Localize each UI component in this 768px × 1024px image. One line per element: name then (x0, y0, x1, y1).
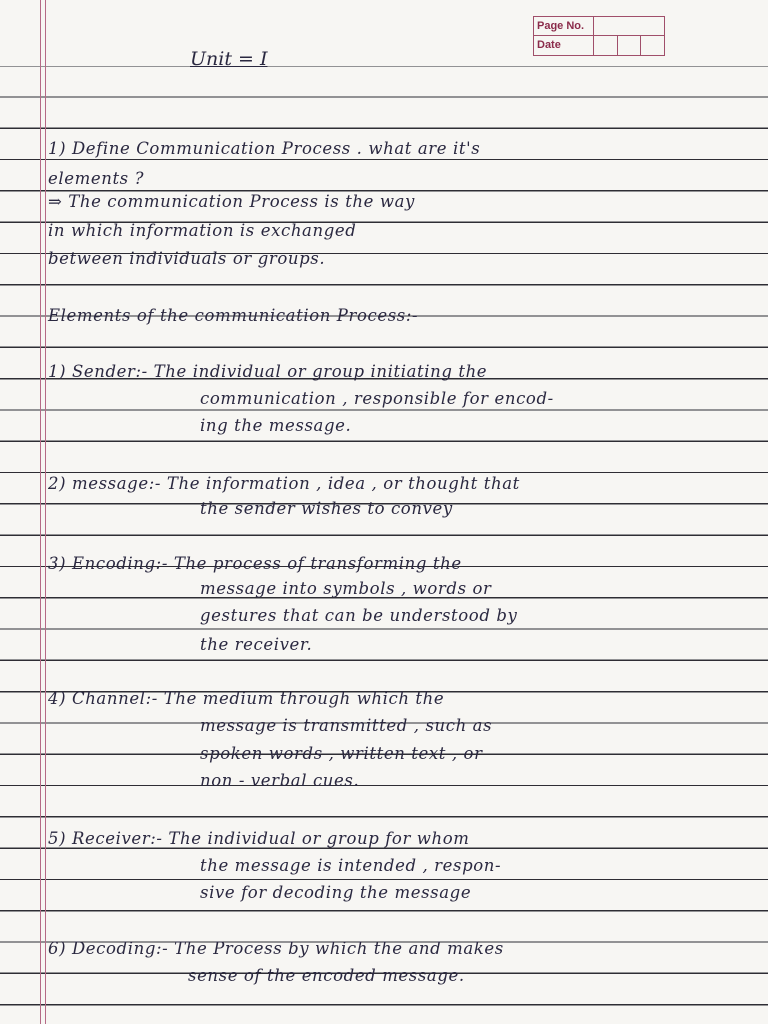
note-line: the receiver. (200, 635, 313, 654)
note-line: 6) Decoding:- The Process by which the and makes (48, 939, 504, 958)
note-line: sense of the encoded message. (188, 966, 465, 985)
note-line: gestures that can be understood by (200, 606, 518, 625)
page-no-row (534, 17, 664, 36)
note-line: 1) Sender:- The individual or group initiating the (48, 362, 488, 381)
note-line: the sender wishes to convey (200, 499, 453, 518)
note-line: message is transmitted , such as (200, 716, 493, 735)
page-no-label: Page No. (534, 17, 594, 35)
note-line: sive for decoding the message (200, 883, 472, 902)
note-line: communication , responsible for encod- (200, 389, 554, 408)
date-cell-year (641, 36, 664, 55)
page-title: Unit = I (190, 48, 268, 70)
date-label: Date (534, 36, 594, 55)
date-cell-month (618, 36, 642, 55)
date-cell-day (594, 36, 618, 55)
page-no-field (594, 17, 664, 35)
note-line: ing the message. (200, 416, 352, 435)
left-margin-rule-inner (45, 0, 46, 1024)
note-line: 3) Encoding:- The process of transforming the (48, 554, 462, 573)
note-line: 1) Define Communication Process . what are it's (48, 139, 481, 158)
note-line: Elements of the communication Process:- (48, 306, 419, 325)
left-margin-rule (40, 0, 41, 1024)
note-line: non - verbal cues. (200, 771, 360, 790)
note-line: 2) message:- The information , idea , or thought that (48, 474, 520, 493)
note-line: 5) Receiver:- The individual or group for whom (48, 829, 470, 848)
note-line: 4) Channel:- The medium through which the (48, 689, 445, 708)
note-line: message into symbols , words or (200, 579, 492, 598)
note-line: the message is intended , respon- (200, 856, 502, 875)
note-line: between individuals or groups. (48, 249, 326, 268)
note-line: ⇒ The communication Process is the way (48, 192, 415, 211)
note-line: spoken words , written text , or (200, 744, 483, 763)
date-row (534, 36, 664, 55)
note-line: elements ? (48, 169, 145, 188)
note-line: in which information is exchanged (48, 221, 357, 240)
page-date-box (533, 16, 665, 56)
